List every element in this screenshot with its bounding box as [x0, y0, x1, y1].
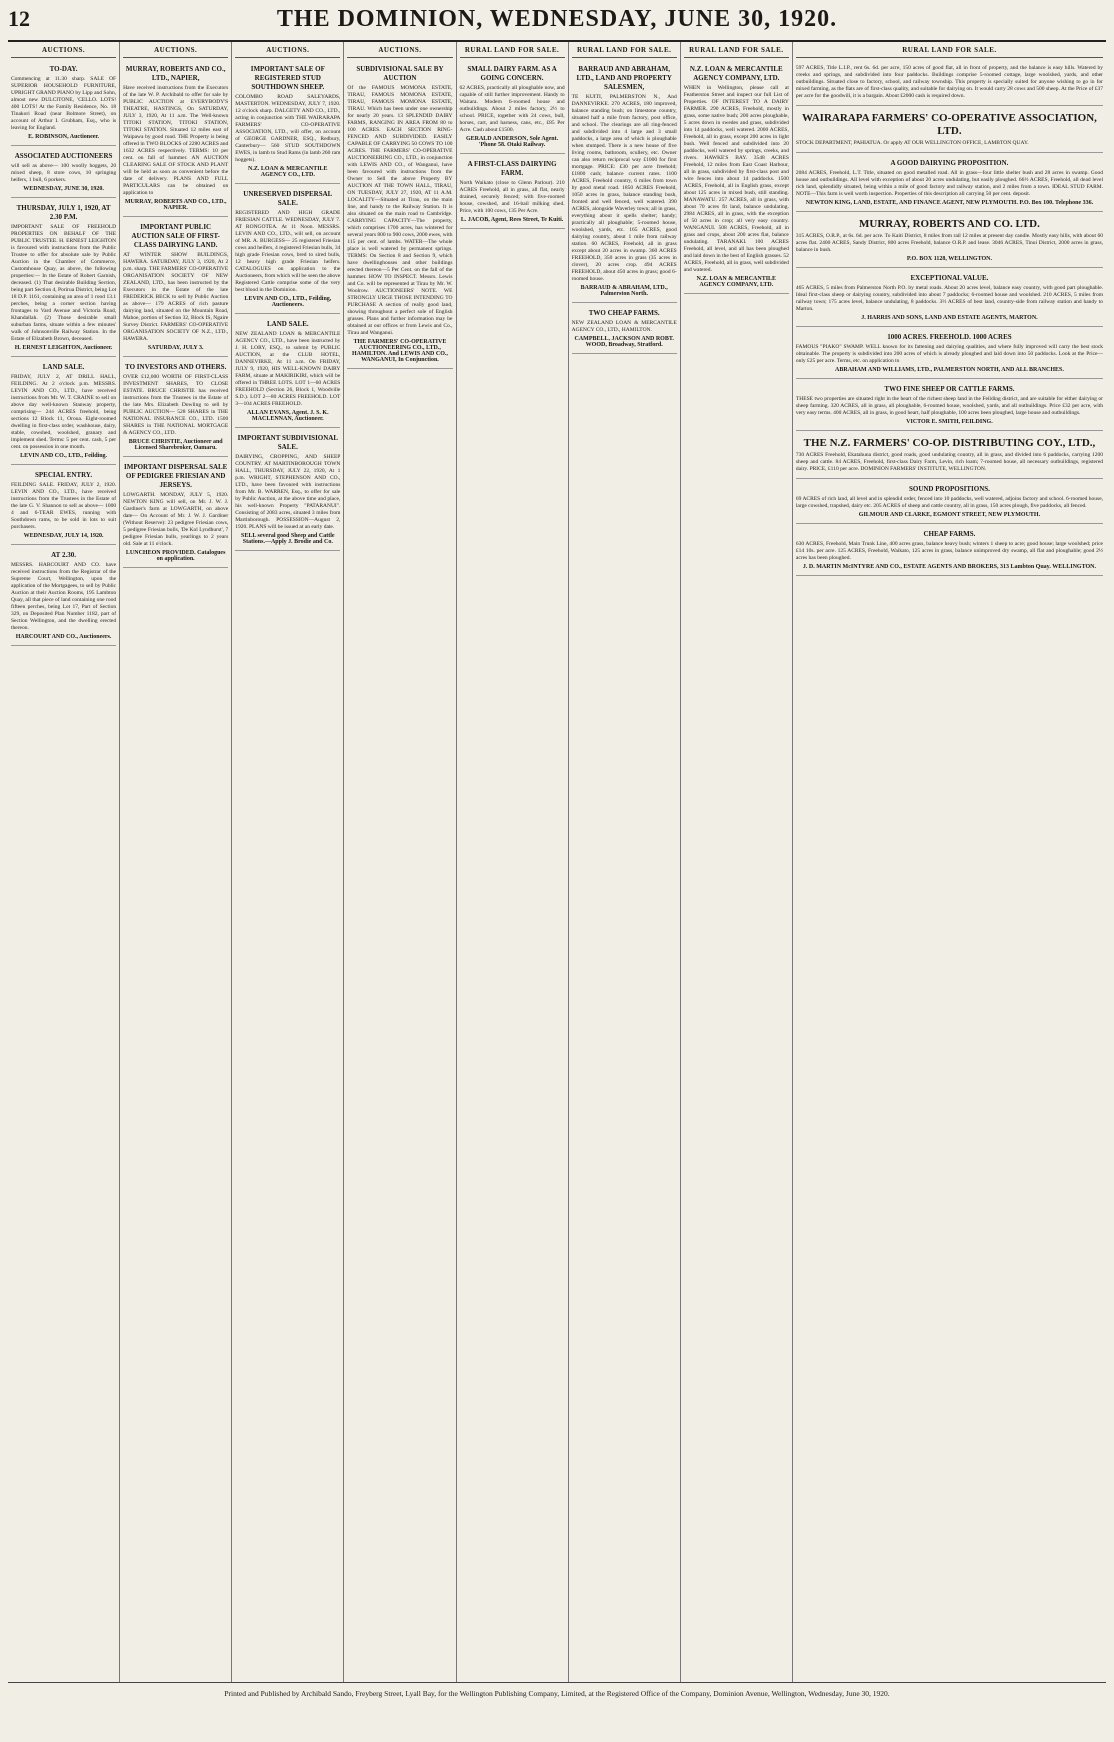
- ad-body: STOCK DEPARTMENT, PAHIATUA. Or apply AT OUR WELLINGTON OFFICE, LAMBTON QUAY.: [795, 140, 1029, 146]
- ad-title: LAND SALE.: [42, 363, 85, 371]
- column-6: [569, 42, 681, 1682]
- column-7: [681, 42, 793, 1682]
- ad-body: NEW ZEALAND LOAN & MERCANTILE AGENCY CO., LTD., HAMILTON.: [571, 320, 677, 333]
- ad-title: THE N.Z. FARMERS' CO-OP. DISTRIBUTING COY., LTD.,: [803, 437, 1096, 449]
- ad-body: 2084 ACRES, Freehold, L.T. Title, situated on good metalled road. All in grass—four little shelter bush and 28 acres in swamp. Good house and outbuildings. All level with exception of about 20 acres undulating, but easily ploughed. 66½ ACRES, Freehold, all dead level rich land, splendidly situated, being within a mile of good factory and railway station, and 2 miles from a town. IDEAL STUD FARM. NOTE—This farm is well worth inspection. Properties of this description all carrying 50 per cent. deposit.: [795, 170, 1104, 197]
- advertisement: [796, 156, 1103, 212]
- ad-title: CHEAP FARMS.: [923, 530, 976, 538]
- ad-signature: N.Z. LOAN & MERCANTILE AGENCY CO., LTD.: [248, 166, 328, 178]
- imprint-footer: Printed and Published by Archibald Sando, Freyberg Street, Lyall Bay, for the Wellington Publishing Company, Limited, at the Registered Office of the Company, Dominion Avenue, Wellington, Wednesday, June 30, 1920.: [224, 1689, 890, 1698]
- ad-signature: WEDNESDAY, JUNE 30, 1920.: [23, 186, 104, 192]
- column-heading: RURAL LAND FOR SALE.: [684, 42, 789, 58]
- ad-body: TE KUITI, PALMERSTON N., And DANNEVIRKE. 270 ACRES, 180 improved, balance standing bush; on limestone country, situated half a mile from factory, post office, and school. The clearings are all ring-fenced and subdivided into 4 large and 3 small paddocks, a large area of which is ploughable when stumped. There is a new house of five living rooms, bathroom, scullery, etc. Owner can also return reciprocal way £1000 for first mortgage. PRICE: £30 per acre freehold; £1800 cash; balance current rates. 1100 ACRES, Freehold country, 6 miles from town by good metal road. 1850 ACRES Freehold, 1050 acres in grass, balance standing bush, fronted and well fenced, well watered. 390 ACRES, alongside Waverley town; all in grass, everything about it spells shelter; handy; practically all ploughable; 5-roomed house, woolshed, yards, etc. 165 ACRES, good dairying country, about 1 mile from railway station. 60 ACRES, Freehold, all in grass except about 20 acres in swamp. 360 ACRES FREEHOLD, 350 acres in grass (35 acres in clover), 20 acres crop. 494 ACRES FREEHOLD, about 450 acres in grass; good 6-roomed house.: [571, 94, 677, 282]
- ad-title: A GOOD DAIRYING PROPOSITION.: [890, 159, 1009, 167]
- ad-body: IMPORTANT SALE OF FREEHOLD PROPERTIES ON BEHALF OF THE PUBLIC TRUSTEE. H. ERNEST LEIGHTON is favoured with instructions from the Public Trustee to offer for absolute sale by Public Auction in the Chamber of Commerce, Customhouse Quay, as above, the following properties:— In the Estate of Robert Garnish, deceased. (1) That desirable Building Section, being part Section 4, Porirua District, being Lot 18 D.P. 1161, containing an area of 1 rood 13.1 perches, being a corner section having frontages to Vard Avenue and Victoria Road, Khandallah. (2) Those desirable small suburban farms, situate within a few minutes' walk of Johnsonville Railway Station. In the Estate of Elizabeth Brown, deceased.: [11, 224, 117, 342]
- ad-title: SOUND PROPOSITIONS.: [908, 485, 990, 493]
- ad-body: MESSRS. HARCOURT AND CO. have received instructions from the Registrar of the Supreme Court, Wellington, upon the application of the Mortgagees, to sell by Public Auction at their Auction Rooms, 195 Lambton Quay, all that piece of land containing one rood fifteen perches, being Lot 17, Part of Section 329, on Deposited Plan Number 1182, part of Section Wellington, and the dwelling erected thereon.: [11, 562, 117, 631]
- masthead-title: THE DOMINION, WEDNESDAY, JUNE 30, 1920.: [276, 6, 838, 32]
- column-heading: AUCTIONS.: [11, 42, 116, 58]
- column-heading: AUCTIONS.: [347, 42, 452, 58]
- ad-body: North Waikato (close to Glenn Parlour). 210 ACRES Freehold, all in grass, all flat, nearly drained, securely fenced; with five-roomed house, cowshed, and 16-bail milking shed. Price, with 100 cows, 135 Per Acre.: [459, 180, 565, 214]
- ad-title: 1000 ACRES. FREEHOLD. 1000 ACRES: [887, 333, 1012, 341]
- advertisement: [11, 360, 116, 465]
- advertisement: [11, 468, 116, 545]
- ad-body: 62 ACRES, practically all ploughable now, and capable of still further improvement. Handy to Waitara. Modern 6-roomed house and outbuildings. About 2 miles factory, 2½ to school. PRICE, together with 24 cows, bull, horses, cart, and harness, cans, etc., £85 Per Acre. Cash about £1500.: [459, 85, 565, 133]
- column-heading: RURAL LAND FOR SALE.: [796, 42, 1103, 58]
- ad-signature: GILMOUR AND CLARKE, EGMONT STREET, NEW PLYMOUTH.: [858, 512, 1041, 518]
- advertisement: [572, 62, 677, 303]
- column-heading: RURAL LAND FOR SALE.: [460, 42, 565, 58]
- ad-signature: NEWTON KING, LAND, ESTATE, AND FINANCE AGENT, NEW PLYMOUTH. P.O. Box 100. Telephone 336.: [805, 200, 1094, 206]
- advertisement: [123, 62, 228, 217]
- column-heading: RURAL LAND FOR SALE.: [572, 42, 677, 58]
- ad-body: 315 ACRES, O.R.P., at 6s. 6d. per acre. To Kaiti District, 8 miles from rail 12 miles at present day candle. Mostly easy hills, with about 60 acres flat. 2400 ACRES, Sandy District, 800 acres Freehold, balance O.R.P. and lease. 3046 ACRES, Tinui District, 2000 acres in grass, balance in bush.: [795, 233, 1104, 253]
- column-2: [120, 42, 232, 1682]
- ad-body: NEW ZEALAND LOAN & MERCANTILE AGENCY CO., LTD., have been instructed by J. H. LORY, ESQ., to submit by PUBLIC AUCTION, at the CLUB HOTEL, DANNEVIRKE, At 11 a.m. On FRIDAY, JULY 9, 1920, HIS WELL-KNOWN DAIRY FARM, situate at MAKIRIKIRI, which will be offered in THREE LOTS. LOT 1—60 ACRES FREEHOLD (Section 26, Block 1, Woodville S.D.). LOT 2—80 ACRES FREEHOLD. LOT 3—104 ACRES FREEHOLD.: [235, 331, 341, 407]
- ad-body: FAMOUS "PIAKO" SWAMP. WELL known for its fattening and dairying qualities, and where fully improved will carry the best stock obtainable. The property is subdivided into 200 acres of which is already ploughed and laid down into 50 paddocks. Look at the Price—only £25 per acre. Terms, etc. on application to: [795, 344, 1104, 364]
- ad-title: TWO FINE SHEEP OR CATTLE FARMS.: [884, 385, 1015, 393]
- ad-title: TWO CHEAP FARMS.: [588, 309, 660, 317]
- advertisement: [123, 460, 228, 568]
- ad-title: WAIRARAPA FARMERS' CO-OPERATIVE ASSOCIATION, LTD.: [801, 112, 1097, 137]
- ad-title: IMPORTANT DISPERSAL SALE OF PEDIGREE FRIESIAN AND JERSEYS.: [124, 463, 228, 489]
- ad-signature: MURRAY, ROBERTS AND CO., LTD., NAPIER.: [124, 199, 227, 211]
- ad-body: WHEN in Wellington, please call at Featherston Street and inspect our full List of Properties. OF INTEREST TO A DAIRY FARMER. 290 ACRES, Freehold, mostly in grass, some native bush; 200 acres ploughable, 5 acres down in swedes and grass, subdivided into 14 paddocks, well watered. 2000 ACRES, Freehold, all in grass, except 200 acres in light bush. Well fenced and subdivided into 20 paddocks, well watered by springs, creeks, and rivers. HAWKE'S BAY. 3548 ACRES Freehold, 12 miles from East Coast Harbour, all in grass, subdivided by first-class post and wire fences into about 14 paddocks. 1500 ACRES, Freehold, all in English grass, except about 125 acres in mixed bush, still standing. MANAWATU. 257 ACRES, all in grass, with about 70 acres fit land, balance undulating. 2984 ACRES, all in grass, with the exception of 50 acres in crop; all very easy country. WANGANUI. 508 ACRES, Freehold, all in grass and crops, about 200 acres flat, balance undulating. TARANAKI. 100 ACRES Freehold, all level, and all has been ploughed and laid down in the best of English grasses. 52 ACRES, Freehold, all in grass, well subdivided and watered.: [683, 85, 789, 273]
- ad-signature: WEDNESDAY, JULY 14, 1920.: [23, 533, 104, 539]
- ad-signature: N.Z. LOAN & MERCANTILE AGENCY COMPANY, LTD.: [696, 276, 777, 288]
- ad-signature: J. HARRIS AND SONS, LAND AND ESTATE AGENTS, MARTON.: [861, 315, 1038, 321]
- column-heading: AUCTIONS.: [123, 42, 228, 58]
- ad-signature: SATURDAY, JULY 3.: [147, 345, 204, 351]
- advertisement: [796, 330, 1103, 379]
- advertisement: [796, 109, 1103, 153]
- advertisement: [796, 482, 1103, 524]
- ad-signature: ABRAHAM AND WILLIAMS, LTD., PALMERSTON NORTH, AND ALL BRANCHES.: [835, 367, 1064, 373]
- ad-body: Have received instructions from the Executors of the late W. P. Archibald to offer for sale by PUBLIC AUCTION at EVERYBODY'S THEATRE, HASTINGS, On SATURDAY, JULY 3, 1920, At 11 a.m. The Well-known TITOKI STATION, TITOKI STATION, TITOKI STATION. Situated 12 miles east of Waipawa by good road. THE Property is being offered in TWO BLOCKS of 2280 ACRES and 1632 ACRES respectively. TERMS: 10 per cent. on fall of hammer. AN AUCTION CLEARING SALE OF STOCK AND PLANT will be held as soon as convenient before the date of delivery. PLANS AND FULL PARTICULARS can be obtained on application to: [123, 85, 229, 196]
- advertisement: [796, 215, 1103, 268]
- ad-title: EXCEPTIONAL VALUE.: [910, 274, 989, 282]
- ad-body: 465 ACRES, 5 miles from Palmerston North P.O. by metal roads. About 20 acres level, balance easy country, with good part ploughable. Ideal first-class sheep or dairying country, subdivided into about 7 paddocks; 6-roomed house and woolshed. 210 ACRES, 5 miles from railway town; 175 acres level, balance undulating, 8 paddocks. 3½ ACRES of best land, country-side from railway station and handy to Marton.: [795, 285, 1104, 312]
- ad-body: AT WINTER SHOW BUILDINGS, HAWERA. SATURDAY, JULY 3, 1920, At 2 p.m. sharp. THE FARMERS' CO-OPERATIVE ORGANISATION SOCIETY OF NEW ZEALAND, LTD., has been instructed by the Executors in the Estate of the late FREDERICK BECK to sell by Public Auction as above— 179 ACRES of rich pasture dairying land, situated on the Mountain Road, Mahoe, portion of Section 32, Block IS, Ngaire Survey District. FARMERS' CO-OPERATIVE ORGANISATION SOCIETY OF N.Z., LTD., HAWERA.: [123, 252, 229, 342]
- column-4: [344, 42, 456, 1682]
- ad-body: COLOMBO ROAD SALEYARDS, MASTERTON. WEDNESDAY, JULY 7, 1920. 12 o'clock sharp. DALGETY AND CO., LTD., acting in conjunction with THE WAIRARAPA FARMERS' CO-OPERATIVE ASSOCIATION, LTD., will offer, on account of GEORGE GARDNER, ESQ., Redbury, Canterbury— 560 STUD SOUTHDOWN EWES, in lamb to Stud Rams (in lamb 260 ram hoggets).: [235, 94, 341, 163]
- ad-title: IMPORTANT SUBDIVISIONAL SALE.: [237, 434, 339, 451]
- ad-signature: VICTOR E. SMITH, FEILDING.: [906, 419, 993, 425]
- ad-title: A FIRST-CLASS DAIRYING FARM.: [467, 160, 557, 177]
- ad-title: MURRAY, ROBERTS AND CO., LTD., NAPIER,: [125, 65, 226, 82]
- ad-signature: ALLAN EVANS, Agent. J. S. K. MACLENNAN, Auctioneer.: [247, 410, 329, 422]
- ad-body: LOWGARTH. MONDAY, JULY 5, 1920. NEWTON KING will sell, on Mr. J. W. J. Gardiner's farm at LOWGARTH, on above date— On Account of Mr. J. W. J. Gardiner (Without Reserve): 23 pedigree Friesian cows, 5 pedigree Friesian bulls, 'De Kol Lyndhurst', 7 pedigree Friesian bulls, yearlings to 2 years old. Sale at 11 o'clock.: [123, 492, 229, 547]
- ad-signature: H. ERNEST LEIGHTON, Auctioneer.: [14, 345, 113, 351]
- ad-signature: HARCOURT AND CO., Auctioneers.: [15, 634, 112, 640]
- advertisement: [796, 527, 1103, 576]
- advertisement: [684, 62, 789, 294]
- ad-signature: BARRAUD & ABRAHAM, LTD., Palmerston North.: [580, 285, 668, 297]
- ad-signature: SELL several good Sheep and Cattle Stations.—Apply J. Brodie and Co.: [241, 533, 335, 545]
- ad-body: Of the FAMOUS MOMONA ESTATE, TIRAU, FAMOUS MOMONA ESTATE, TIRAU, FAMOUS MOMONA ESTATE, TIRAU. Which has been under one ownership for nearly 20 years. 13 SPLENDID DAIRY FARMS, RANGING IN AREA FROM 80 to 100 ACRES. EACH SECTION RING-FENCED AND SUBDIVIDED. EASILY CAPABLE OF CARRYING 50 COWS TO 100 ACRES. THE FARMERS' CO-OPERATIVE AUCTIONEERING CO., LTD., in conjunction with LEWIS AND CO., of Wanganui, have been favoured with instructions from the Owner to Sell the above Property BY AUCTION AT THE TOWN HALL, TIRAU, ON TUESDAY, JULY 27, 1920, AT 11 A.M. LOCALITY—Situated at Tirau, on the main line, and handy to the Railway Station. It is also situated on the main road to Cambridge. CARRYING CAPACITY—The property, which comprises 1700 acres, has wintered for several years 800 to 900 cows, 2000 ewes, with 115 per cent. of lambs. WATER—The whole place is well watered by permanent springs. TERMS: On Section 8 and Section 9, which have dwellinghouses and other buildings erected thereon—5 Per Cent. on the fall of the hammer. HOW TO INSPECT. Messrs. Lewis and Co. will be represented at Tirau by Mr. W. Woolrow. AUCTIONEERS' NOTE. WE STRONGLY URGE THOSE INTENDING TO PURCHASE A section of really good land, showing throughout a perfect sole of English grasses. Plans and further information may be obtained at our offices or from Lewis and Co., Tirau and Wanganui.: [347, 85, 453, 336]
- advertisement: [796, 62, 1103, 106]
- column-3: [232, 42, 344, 1682]
- advertisement: [123, 360, 228, 457]
- advertisement: [11, 62, 116, 146]
- advertisement: [235, 431, 340, 551]
- advertisement: [796, 434, 1103, 479]
- advertisement: [460, 62, 565, 154]
- advertisement: [347, 62, 452, 369]
- column-5: [457, 42, 569, 1682]
- ad-signature: LUNCHEON PROVIDED. Catalogues on application.: [125, 550, 226, 562]
- ad-title: SUBDIVISIONAL SALE BY AUCTION: [356, 65, 444, 82]
- ad-body: THESE two properties are situated right in the heart of the richest sheep land in the Feilding district, and are suitable for either dairying or sheep farming. 320 ACRES, all in grass, all ploughable, 6-roomed house, woolshed, yards, and all outbuildings. Price £32 per acre, with very easy terms. 400 ACRES, all in grass, in good heart, half ploughable, 100 acres been ploughed, large house and outbuildings.: [795, 396, 1104, 416]
- ad-signature: P.O. BOX 1128, WELLINGTON.: [906, 256, 992, 262]
- ad-body: 597 ACRES, Title L.I.P., rent 6s. 6d. per acre, 150 acres of good flat, all in front of property, and the balance is easy hills. Watered by creeks and springs, and subdivided into four paddocks. Buildings comprise 5-roomed cottage, large woolshed, yards, and other outbuildings. Situated close to factory, school, and railway township. This property is specially suited for anyone wishing to go in for mixed farming, as the flats are of first-class quality, and suitable for dairying on. It would carry 28 cows and 500 sheep. At the Price of £37 per acre for the goodwill, it is a bargain. About £2000 cash is required down.: [795, 65, 1104, 99]
- ad-title: ASSOCIATED AUCTIONEERS: [14, 152, 113, 160]
- ad-title: IMPORTANT PUBLIC AUCTION SALE OF FIRST-CLASS DAIRYING LAND.: [131, 223, 220, 249]
- masthead: [8, 6, 1106, 42]
- ad-signature: LEVIN AND CO., LTD., Feilding.: [20, 453, 108, 459]
- advertisement: [235, 317, 340, 428]
- ad-title: THURSDAY, JULY 1, 1920, AT 2.30 P.M.: [16, 204, 111, 221]
- advertisement: [235, 187, 340, 314]
- ad-body: DAIRYING, CROPPING, AND SHEEP COUNTRY. AT MARTINBOROUGH TOWN HALL, THURSDAY, JULY 22, 1920, At 1 p.m. WRIGHT, STEPHENSON AND CO., LTD., have been favoured with instructions from Mr. B. WARREN, Esq., to offer for sale by Public Auction, at the above time and place, his well-known Property "PATARANUI". Consisting of 2083 acres, situated 3 miles from Martinborough. POSSESSION—August 2, 1920. PLANS will be issued at an early date.: [235, 454, 341, 530]
- columns: [8, 42, 1106, 1683]
- advertisement: [11, 149, 116, 198]
- ad-title: TO INVESTORS AND OTHERS.: [125, 363, 227, 371]
- ad-signature: LEVIN AND CO., LTD., Feilding, Auctioneers.: [244, 296, 332, 308]
- ad-body: FRIDAY, JULY 2, AT DRILL HALL, FEILDING. At 2 o'clock p.m. MESSRS. LEVIN AND CO., LTD., have received instructions from Mr. W. T. CRAINE to sell on above day well-known Stanway property, comprising— 244 ACRES freehold, being sections 12 Block 11, Oroua. Eight-roomed dwelling in first-class order, washhouse, dairy, stable, cowshed, woolshed, granary and implement shed. Terms: 5 per cent. cash, 5 per cent. on possession in one month.: [11, 374, 117, 450]
- ad-signature: CAMPBELL, JACKSON AND ROBT. WOOD, Broadway, Stratford.: [574, 336, 674, 348]
- ad-body: FEILDING SALE. FRIDAY, JULY 2, 1920. LEVIN AND CO., LTD., have received instructions from the Trustees in the Estate of the late G. V. Shannon to sell as above— 1000 4 and 6-TEAR EWES, running with Southdown rams, to be sold in lots to suit purchasers.: [11, 482, 117, 530]
- advertisement: [796, 271, 1103, 327]
- ad-title: AT 2.30.: [51, 551, 76, 559]
- page-number: 12: [8, 6, 30, 31]
- ad-body: OVER £12,000 WORTH OF FIRST-CLASS INVESTMENT SHARES, TO CLOSE ESTATE. BRUCE CHRISTIE has received instructions from the Trustees in the Estate of the late Mrs. Elizabeth Dowling to sell by PUBLIC AUCTION— 528 SHARES in THE NATIONAL INSURANCE CO., LTD. 1500 SHARES in THE NATIONAL MORTGAGE & AGENCY CO., LTD.: [123, 374, 229, 436]
- ad-body: REGISTERED AND HIGH GRADE FRIESIAN CATTLE. WEDNESDAY, JULY 7. AT RONGOTEA. At 11 Noon. MESSRS. LEVIN AND CO., LTD., will sell, on account of MR. A. BURGESS— 25 registered Friesian cows and heifers, 4 registered Friesian bulls, 34 high grade Friesian cows, bred to sired bulls, 12 heavy high grade Friesian heifers. CATALOGUES on application to the Auctioneers, from which will be seen the above Registered Cattle comprise some of the very best blood in the Dominion.: [235, 210, 341, 293]
- ad-signature: THE FARMERS' CO-OPERATIVE AUCTIONEERING CO., LTD., HAMILTON. And LEWIS AND CO., WANGANUI, In Conjunction.: [352, 339, 448, 363]
- column-1: [8, 42, 120, 1682]
- advertisement: [123, 220, 228, 357]
- ad-title: SMALL DAIRY FARM. AS A GOING CONCERN.: [467, 65, 557, 82]
- ad-title: MURRAY, ROBERTS AND CO. LTD.: [859, 218, 1040, 230]
- advertisement: [460, 157, 565, 229]
- advertisement: [11, 201, 116, 357]
- column-8: [793, 42, 1106, 1682]
- advertisement: [796, 382, 1103, 431]
- ad-signature: E. ROBINSON, Auctioneer.: [28, 134, 100, 140]
- ad-signature: J. D. MARTIN McINTYRE AND CO., ESTATE AGENTS AND BROKERS, 313 Lambton Quay. WELLINGTON.: [802, 564, 1096, 570]
- column-heading: AUCTIONS.: [235, 42, 340, 58]
- ad-title: LAND SALE.: [267, 320, 309, 328]
- ad-title: SPECIAL ENTRY.: [35, 471, 93, 479]
- advertisement: [572, 306, 677, 354]
- ad-signature: L. JACOB, Agent, Rees Street, Te Kuiti.: [460, 217, 564, 223]
- ad-body: 630 ACRES, Freehold, Main Trunk Line, 400 acres grass, balance heavy bush; winters 1 sheep to acre; good house; large woolshed; price £14 10s. per acre. 125 ACRES, Freehold, Waikato, 125 acres in grass, balance unimproved dry swamp, all flat and ploughable; good 2½ acres has been ploughed.: [795, 541, 1104, 561]
- ad-signature: GERALD ANDERSON, Sole Agent. 'Phone 58. Otaki Railway.: [465, 136, 559, 148]
- ad-body: Commencing at 11.30 sharp. SALE OF SUPERIOR HOUSEHOLD FURNITURE, UPRIGHT GRAND PIANO by Lipp and Sohn, almost new DULCITONE, 'CELLO. LOTS! 400 LOTS! At the Family Residence, No. 18 Tinakori Road (near Bolmore Street), on account of Arthur I. Grubham, Esq., who is leaving for England.: [11, 76, 117, 131]
- ad-title: UNRESERVED DISPERSAL SALE.: [243, 190, 333, 207]
- ad-body: 69 ACRES of rich land, all level and in splendid order, fenced into 10 paddocks, well watered, adjoins factory and school. 6-roomed house, large cowshed, trapshed, dairy etc. 205 ACRES of sheep and cattle country, all in grass, 150 acres plough, five paddocks, all fenced.: [795, 496, 1104, 509]
- ad-body: will sell as above— 100 woolly hoggets, 20 mixed sheep, 8 store cows, 10 springing heifers, 1 bull, 6 porkers.: [11, 163, 117, 183]
- ad-title: N.Z. LOAN & MERCANTILE AGENCY COMPANY, LTD.: [689, 65, 783, 82]
- ad-title: BARRAUD AND ABRAHAM, LTD., LAND AND PROPERTY SALESMEN,: [576, 65, 672, 91]
- ad-title: IMPORTANT SALE OF REGISTERED STUD SOUTHDOWN SHEEP.: [250, 65, 325, 91]
- advertisement: [11, 548, 116, 646]
- ad-title: TO-DAY.: [49, 65, 78, 73]
- ad-signature: BRUCE CHRISTIE, Auctioneer and Licensed Sharebroker, Oamaru.: [128, 439, 223, 451]
- advertisement: [235, 62, 340, 184]
- ad-body: 730 ACRES Freehold, Ekatahuna district, good roads, good undulating country, all in grass, and divided into 6 paddocks, carrying 1200 sheep and cattle. 84 ACRES, Freehold, first-class Dairy Farm, Levin, rich loam; 7-roomed house, all necessary outbuildings, registered dairy. PRICE, £110 per acre. DOMINION FARMERS' INSTITUTE, WELLINGTON.: [795, 452, 1104, 472]
